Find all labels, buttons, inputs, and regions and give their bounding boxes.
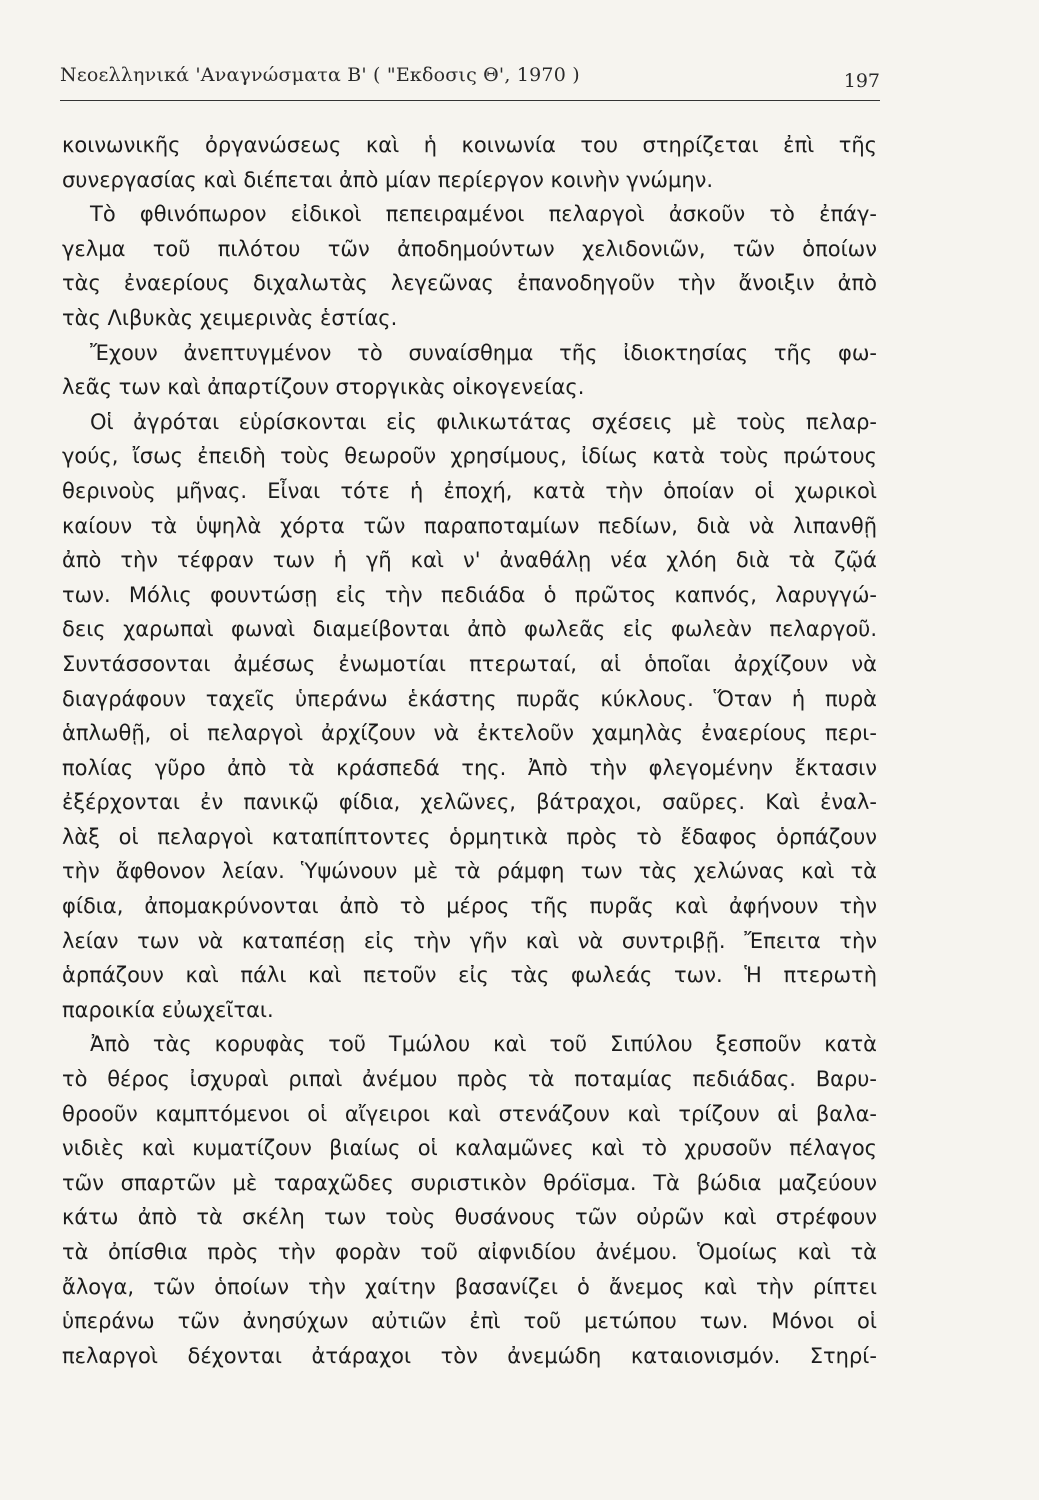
text-line: Ἀπὸ τὰς κορυφὰς τοῦ Τμώλου καὶ τοῦ Σιπύλου ξεσποῦν κατὰ <box>90 1032 877 1057</box>
header-rule <box>60 100 880 101</box>
text-line: τὸ θέρος ἰσχυραὶ ριπαὶ ἀνέμου πρὸς τὰ ποταμίας πεδιάδας. Βαρυ- <box>62 1067 877 1092</box>
body-text <box>62 128 877 1373</box>
text-line: γούς, ἴσως ἐπειδὴ τοὺς θεωροῦν χρησίμους, ἰδίως κατὰ τοὺς πρώτους <box>62 444 877 469</box>
text-line: τὴν ἄφθονον λείαν. Ὑψώνουν μὲ τὰ ράμφη των τὰς χελώνας καὶ τὰ <box>62 859 877 884</box>
text-line: λὰξ οἱ πελαργοὶ καταπίπτοντες ὁρμητικὰ πρὸς τὸ ἔδαφος ὁρπάζουν <box>62 824 877 849</box>
text-line: νιδιὲς καὶ κυματίζουν βιαίως οἱ καλαμῶνες καὶ τὸ χρυσοῦν πέλαγος <box>62 1136 877 1161</box>
text-line: ἐξέρχονται ἐν πανικῷ φίδια, χελῶνες, βάτραχοι, σαῦρες. Καὶ ἐναλ- <box>62 790 877 815</box>
text-line: ἄλογα, τῶν ὁποίων τὴν χαίτην βασανίζει ὁ ἄνεμος καὶ τὴν ρίπτει <box>62 1274 877 1299</box>
page-header <box>60 60 880 100</box>
text-line: τὰς Λιβυκὰς χειμερινὰς ἑστίας. <box>62 305 398 330</box>
text-line: ἁρπάζουν καὶ πάλι καὶ πετοῦν εἰς τὰς φωλεάς των. Ἡ πτερωτὴ <box>62 963 877 988</box>
text-line: γελμα τοῦ πιλότου τῶν ἀποδημούντων χελιδονιῶν, τῶν ὁποίων <box>62 236 877 261</box>
text-line: Ἔχουν ἀνεπτυγμένον τὸ συναίσθημα τῆς ἰδιοκτησίας τῆς φω- <box>90 340 877 365</box>
text-line: λείαν των νὰ καταπέσῃ εἰς τὴν γῆν καὶ νὰ συντριβῇ. Ἔπειτα τὴν <box>62 928 877 953</box>
text-line: καίουν τὰ ὑψηλὰ χόρτα τῶν παραποταμίων πεδίων, διὰ νὰ λιπανθῇ <box>62 513 877 538</box>
text-line: ἀπὸ τὴν τέφραν των ἡ γῆ καὶ ν' ἀναθάλῃ νέα χλόη διὰ τὰ ζῷά <box>62 548 877 573</box>
text-line: Συντάσσονται ἀμέσως ἐνωμοτίαι πτερωταί, αἱ ὁποῖαι ἀρχίζουν νὰ <box>62 651 877 676</box>
text-line: παροικία εὐωχεῖται. <box>62 997 274 1022</box>
text-line: κάτω ἀπὸ τὰ σκέλη των τοὺς θυσάνους τῶν οὐρῶν καὶ στρέφουν <box>62 1205 877 1230</box>
text-line: συνεργασίας καὶ διέπεται ἀπὸ μίαν περίεργον κοινὴν γνώμην. <box>62 167 714 192</box>
text-line: τῶν σπαρτῶν μὲ ταραχῶδες συριστικὸν θρόϊσμα. Τὰ βώδια μαζεύουν <box>62 1170 877 1195</box>
text-line: κοινωνικῆς ὀργανώσεως καὶ ἡ κοινωνία του στηρίζεται ἐπὶ τῆς <box>62 133 877 157</box>
text-line: θερινοὺς μῆνας. Εἶναι τότε ἡ ἐποχή, κατὰ τὴν ὁποίαν οἱ χωρικοὶ <box>62 478 877 503</box>
text-line: λεᾶς των καὶ ἀπαρτίζουν στοργικὰς οἰκογενείας. <box>62 375 585 400</box>
text-line: ἁπλωθῇ, οἱ πελαργοὶ ἀρχίζουν νὰ ἐκτελοῦν χαμηλὰς ἐναερίους περι- <box>62 721 877 746</box>
text-line: πελαργοὶ δέχονται ἀτάραχοι τὸν ἀνεμώδη καταιονισμόν. Στηρί- <box>62 1343 877 1368</box>
text-line: δεις χαρωπαὶ φωναὶ διαμείβονται ἀπὸ φωλεᾶς εἰς φωλεὰν πελαργοῦ. <box>62 617 877 642</box>
text-line: πολίας γῦρο ἀπὸ τὰ κράσπεδά της. Ἀπὸ τὴν φλεγομένην ἔκτασιν <box>62 755 877 780</box>
text-line: διαγράφουν ταχεῖς ὑπεράνω ἑκάστης πυρᾶς κύκλους. Ὅταν ἡ πυρὰ <box>62 686 877 711</box>
running-head: Νεοελληνικά 'Αναγνώσματα Β' ( "Εκδοσις Θ', 1970 ) <box>60 64 580 86</box>
text-line: Οἱ ἀγρόται εὑρίσκονται εἰς φιλικωτάτας σχέσεις μὲ τοὺς πελαρ- <box>90 409 877 434</box>
text-line: των. Μόλις φουντώσῃ εἰς τὴν πεδιάδα ὁ πρῶτος καπνός, λαρυγγώ- <box>62 582 877 607</box>
text-line: τὰ ὀπίσθια πρὸς τὴν φορὰν τοῦ αἰφνιδίου ἀνέμου. Ὁμοίως καὶ τὰ <box>62 1240 877 1264</box>
text-line: ὑπεράνω τῶν ἀνησύχων αὐτιῶν ἐπὶ τοῦ μετώπου των. Μόνοι οἱ <box>62 1309 877 1334</box>
page-number: 197 <box>843 70 880 92</box>
text-line: τὰς ἐναερίους διχαλωτὰς λεγεῶνας ἐπανοδηγοῦν τὴν ἄνοιξιν ἀπὸ <box>62 271 877 296</box>
text-line: φίδια, ἀπομακρύνονται ἀπὸ τὸ μέρος τῆς πυρᾶς καὶ ἀφήνουν τὴν <box>62 894 877 919</box>
text-line: Τὸ φθινόπωρον εἰδικοὶ πεπειραμένοι πελαργοὶ ἀσκοῦν τὸ ἐπάγ- <box>90 202 877 227</box>
text-line: θροοῦν καμπτόμενοι οἱ αἴγειροι καὶ στενάζουν καὶ τρίζουν αἱ βαλα- <box>62 1101 877 1126</box>
